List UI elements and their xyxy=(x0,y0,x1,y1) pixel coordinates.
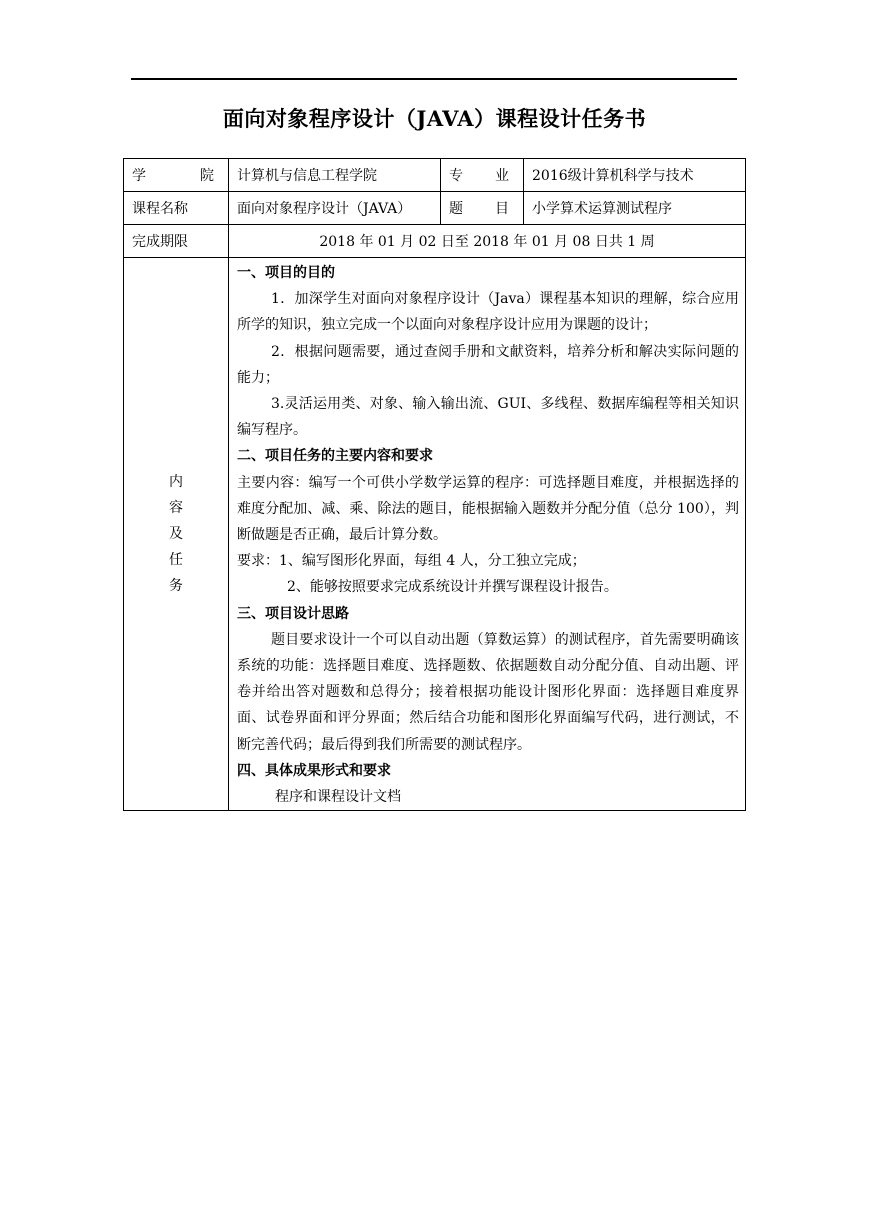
side-char: 容 xyxy=(169,500,183,517)
task-table xyxy=(123,158,746,811)
major-value: 2016级计算机科学与技术 xyxy=(524,159,746,192)
tasks-requirement-1: 要求：1、编写图形化界面，每组 4 人，分工独立完成； xyxy=(237,553,586,570)
major-label: 专 业 xyxy=(441,159,524,192)
side-char: 务 xyxy=(169,578,183,595)
row-course-topic xyxy=(124,192,746,225)
college-label: 学 院 xyxy=(124,159,229,192)
header-rule xyxy=(131,78,737,80)
side-char: 任 xyxy=(169,552,183,569)
design-description: 题目要求设计一个可以自动出题（算数运算）的测试程序，首先需要明确该系统的功能：选择题目难度、选择题数、依据题数自动分配分值、自动出题、评卷并给出答对题数和总得分；接着根据功能设计图形化界面：选择题目难度界面、试卷界面和评分界面；然后结合功能和图形化界面编写代码，进行测试，不断完善代码；最后得到我们所需要的测试程序。 xyxy=(237,631,739,753)
college-value: 计算机与信息工程学院 xyxy=(229,159,441,192)
topic-label: 题 目 xyxy=(441,192,524,225)
purpose-item-1: 1．加深学生对面向对象程序设计（Java）课程基本知识的理解，综合应用所学的知识，独立完成一个以面向对象程序设计应用为课题的设计； xyxy=(237,291,739,334)
section-heading-purpose: 一、项目的目的 xyxy=(237,265,335,281)
course-value: 面向对象程序设计（JAVA） xyxy=(229,192,441,225)
document-title: 面向对象程序设计（JAVA）课程设计任务书 xyxy=(222,106,647,131)
purpose-item-3: 3.灵活运用类、对象、输入输出流、GUI、多线程、数据库编程等相关知识编写程序。 xyxy=(237,396,739,439)
row-content xyxy=(124,258,746,811)
section-heading-design: 三、项目设计思路 xyxy=(237,605,349,622)
topic-value: 小学算术运算测试程序 xyxy=(524,192,746,225)
period-label: 完成期限 xyxy=(124,225,229,258)
tasks-main-content: 主要内容：编写一个可供小学数学运算的程序：可选择题目难度，并根据选择的难度分配加、减、乘、除法的题目，能根据输入题数并分配分值（总分 100），判断做题是否正确，最后计算分数。 xyxy=(237,474,739,544)
section-heading-deliverables: 四、具体成果形式和要求 xyxy=(237,762,391,779)
section-heading-tasks: 二、项目任务的主要内容和要求 xyxy=(237,448,433,465)
purpose-item-2: 2．根据问题需要，通过查阅手册和文献资料，培养分析和解决实际问题的能力； xyxy=(237,343,739,386)
period-value: 2018 年 01 月 02 日至 2018 年 01 月 08 日共 1 周 xyxy=(229,225,746,258)
content-body xyxy=(229,258,746,811)
side-char: 及 xyxy=(169,526,183,543)
side-char: 内 xyxy=(169,474,183,491)
content-side-label xyxy=(124,258,229,811)
row-college-major xyxy=(124,159,746,192)
tasks-requirement-2: 2、能够按照要求完成系统设计并撰写课程设计报告。 xyxy=(287,579,618,596)
deliverables-text: 程序和课程设计文档 xyxy=(275,789,401,806)
row-period xyxy=(124,225,746,258)
course-label: 课程名称 xyxy=(124,192,229,225)
